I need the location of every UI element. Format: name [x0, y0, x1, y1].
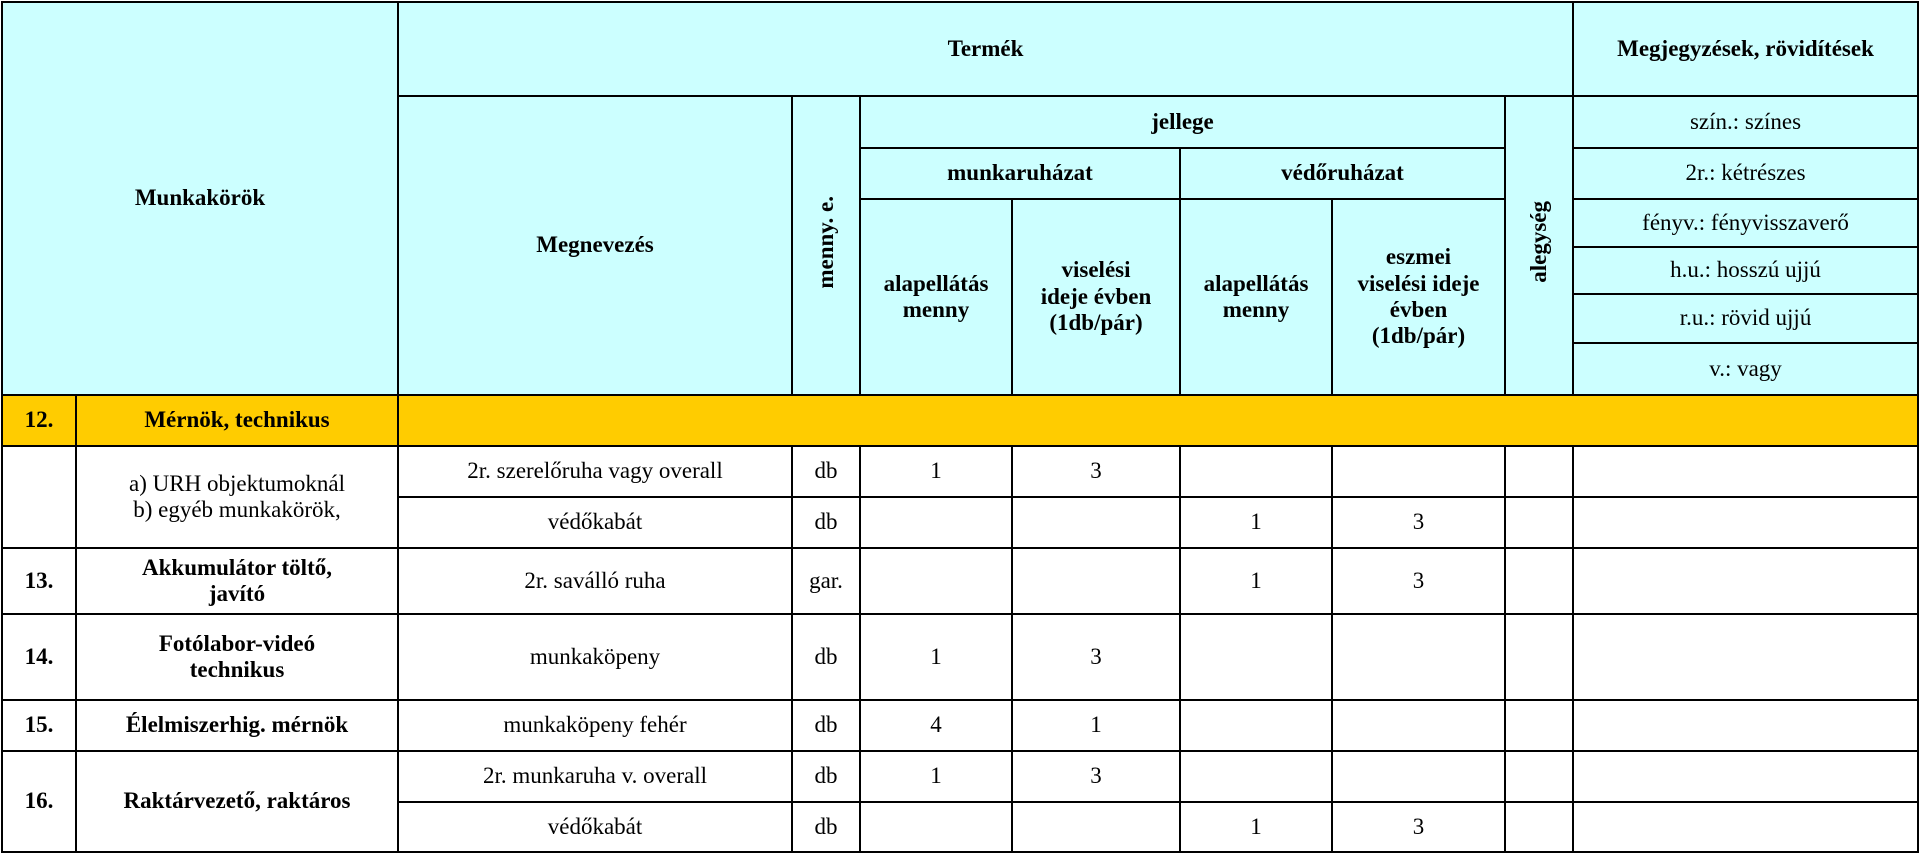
header-line: évben [1389, 297, 1448, 322]
section-number: 12. [2, 395, 76, 446]
item-alapellatas-vedo: 1 [1180, 548, 1332, 614]
job-title [76, 614, 398, 700]
table-row [2, 700, 1918, 751]
item-name: munkaköpeny [398, 614, 792, 700]
job-title [76, 446, 398, 548]
header-termek: Termék [398, 2, 1573, 96]
item-alegyseg [1505, 446, 1573, 497]
header-megjegyzesek: Megjegyzések, rövidítések [1573, 2, 1918, 96]
item-note [1573, 497, 1918, 548]
item-name: 2r. saválló ruha [398, 548, 792, 614]
item-note [1573, 751, 1918, 802]
item-viselesi-vedo: 3 [1332, 548, 1505, 614]
item-alapellatas: 1 [860, 446, 1012, 497]
abbrev-item: v.: vagy [1573, 343, 1918, 395]
header-line: menny [1222, 297, 1290, 322]
header-line: (1db/pár) [1371, 323, 1466, 349]
item-viselesi: 3 [1012, 446, 1180, 497]
header-line: alapellátás [1203, 270, 1309, 296]
item-unit: gar. [792, 548, 860, 614]
abbrev-item: fényv.: fényvisszaverő [1573, 199, 1918, 247]
job-line: a) URH objektumoknál [129, 470, 345, 496]
item-viselesi-vedo [1332, 700, 1505, 751]
item-unit: db [792, 446, 860, 497]
item-alapellatas: 1 [860, 614, 1012, 700]
item-viselesi-vedo: 3 [1332, 497, 1505, 548]
item-viselesi [1012, 548, 1180, 614]
job-title: Raktárvezető, raktáros [76, 751, 398, 852]
table-row [2, 446, 1918, 497]
row-number [2, 446, 76, 548]
header-vedoruhazat: védőruházat [1180, 148, 1505, 199]
item-unit: db [792, 802, 860, 852]
abbrev-item: h.u.: hosszú ujjú [1573, 247, 1918, 294]
item-alegyseg [1505, 751, 1573, 802]
item-alapellatas-vedo [1180, 614, 1332, 700]
header-line: (1db/pár) [1049, 310, 1143, 336]
item-name: védőkabát [398, 497, 792, 548]
row-number: 14. [2, 614, 76, 700]
row-number: 16. [2, 751, 76, 852]
abbrev-item: 2r.: kétrészes [1573, 148, 1918, 199]
header-line: alapellátás [883, 270, 989, 296]
header-alapellatas-menny [860, 199, 1012, 395]
item-alapellatas [860, 497, 1012, 548]
item-name: védőkabát [398, 802, 792, 852]
section-title: Mérnök, technikus [76, 395, 398, 446]
header-jellege: jellege [860, 96, 1505, 148]
item-alapellatas: 4 [860, 700, 1012, 751]
job-line: technikus [189, 657, 285, 682]
header-munkakorok: Munkakörök [2, 2, 398, 395]
item-note [1573, 700, 1918, 751]
item-viselesi [1012, 802, 1180, 852]
item-alapellatas-vedo: 1 [1180, 497, 1332, 548]
menny-e-label: menny. e. [812, 195, 838, 289]
item-unit: db [792, 700, 860, 751]
abbrev-item: r.u.: rövid ujjú [1573, 294, 1918, 343]
item-unit: db [792, 614, 860, 700]
table-row [2, 614, 1918, 700]
table-row [2, 751, 1918, 802]
header-viselesi-ideje [1012, 199, 1180, 395]
item-viselesi: 3 [1012, 751, 1180, 802]
job-line: b) egyéb munkakörök, [133, 497, 341, 522]
header-line: viselési [1061, 257, 1131, 283]
header-eszmei-viselesi-ideje [1332, 199, 1505, 395]
job-line: Fotólabor-videó [158, 630, 316, 656]
item-alapellatas [860, 802, 1012, 852]
item-alegyseg [1505, 700, 1573, 751]
item-alapellatas-vedo [1180, 751, 1332, 802]
item-viselesi-vedo [1332, 614, 1505, 700]
header-megnevezes: Megnevezés [398, 96, 792, 395]
item-viselesi-vedo [1332, 446, 1505, 497]
job-title [76, 548, 398, 614]
table-row [2, 548, 1918, 614]
item-viselesi: 1 [1012, 700, 1180, 751]
item-note [1573, 446, 1918, 497]
item-viselesi-vedo: 3 [1332, 802, 1505, 852]
header-munkaruhazat: munkaruházat [860, 148, 1180, 199]
item-name: 2r. szerelőruha vagy overall [398, 446, 792, 497]
header-line: menny [902, 297, 970, 322]
job-line: javító [208, 581, 266, 606]
item-unit: db [792, 751, 860, 802]
protective-clothing-table [1, 1, 1919, 853]
item-alapellatas-vedo: 1 [1180, 802, 1332, 852]
header-alegyseg [1505, 96, 1573, 395]
job-line: Akkumulátor töltő, [142, 554, 332, 580]
item-alapellatas-vedo [1180, 700, 1332, 751]
section-band-fill [398, 395, 1918, 446]
header-alapellatas-menny-2 [1180, 199, 1332, 395]
item-note [1573, 614, 1918, 700]
item-viselesi: 3 [1012, 614, 1180, 700]
item-alapellatas [860, 548, 1012, 614]
job-title: Élelmiszerhig. mérnök [76, 700, 398, 751]
item-alegyseg [1505, 802, 1573, 852]
header-line: ideje évben [1040, 283, 1152, 309]
item-note [1573, 548, 1918, 614]
item-alapellatas: 1 [860, 751, 1012, 802]
header-menny-e [792, 96, 860, 395]
header-line: viselési ideje [1357, 270, 1480, 296]
item-viselesi-vedo [1332, 751, 1505, 802]
item-alapellatas-vedo [1180, 446, 1332, 497]
row-number: 15. [2, 700, 76, 751]
item-alegyseg [1505, 548, 1573, 614]
row-number: 13. [2, 548, 76, 614]
abbrev-item: szín.: színes [1573, 96, 1918, 148]
item-name: 2r. munkaruha v. overall [398, 751, 792, 802]
item-name: munkaköpeny fehér [398, 700, 792, 751]
item-unit: db [792, 497, 860, 548]
item-alegyseg [1505, 614, 1573, 700]
item-note [1573, 802, 1918, 852]
header-line: eszmei [1385, 244, 1452, 270]
item-viselesi [1012, 497, 1180, 548]
item-alegyseg [1505, 497, 1573, 548]
section-row [2, 395, 1918, 446]
alegyseg-label: alegység [1525, 201, 1551, 284]
